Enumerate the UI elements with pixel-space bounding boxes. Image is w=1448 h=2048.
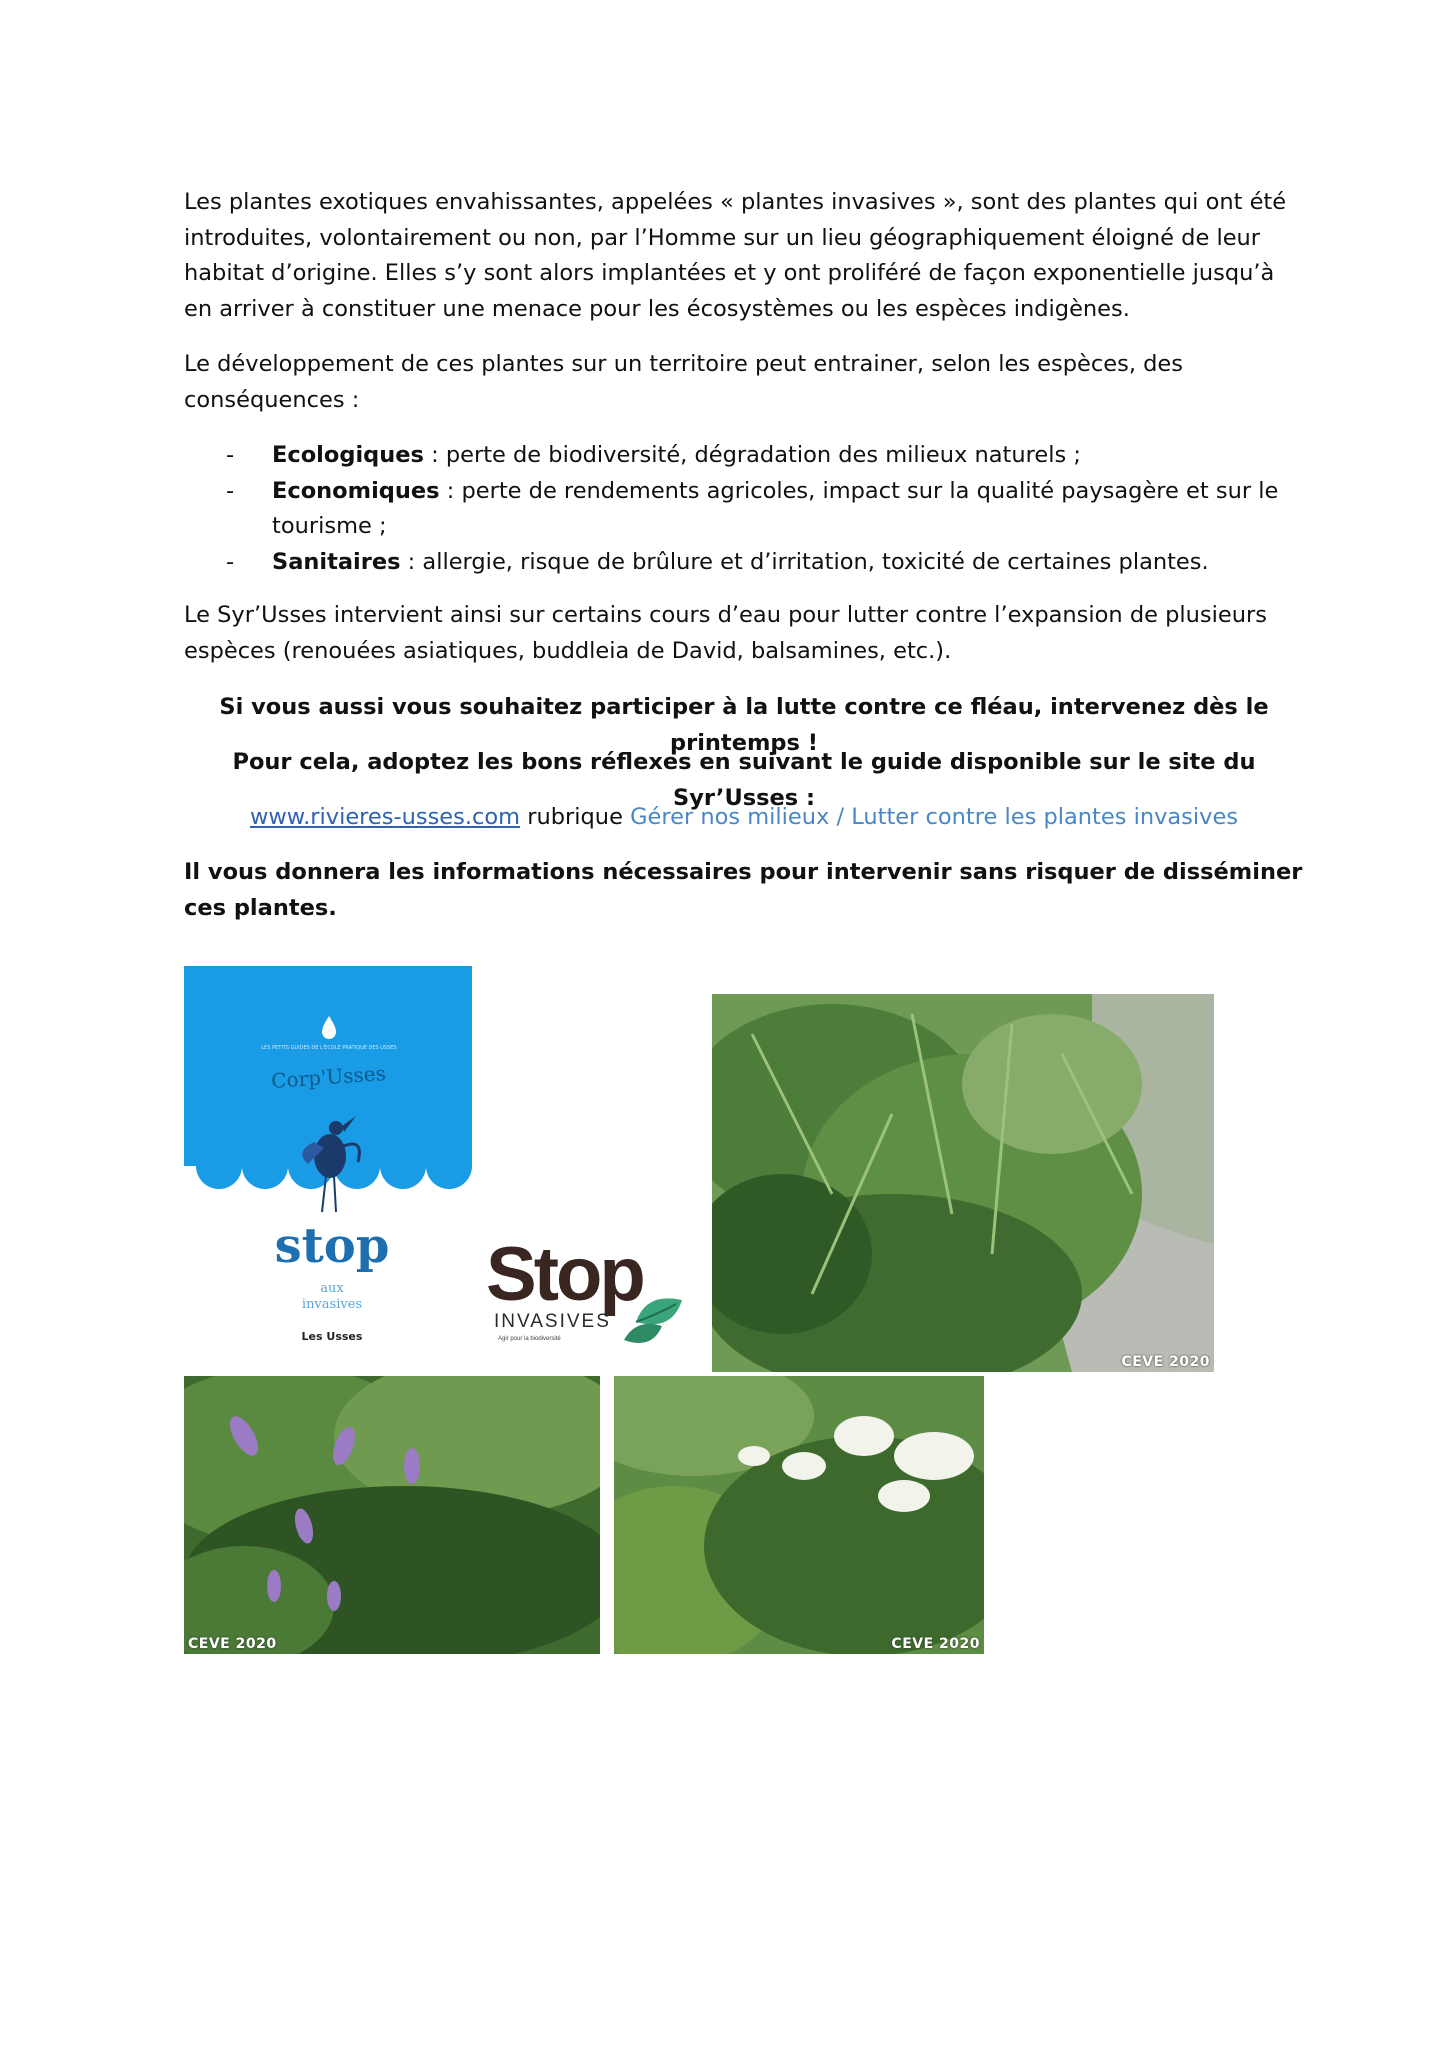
- logo-invasives: INVASIVES: [494, 1311, 611, 1332]
- consequences-paragraph: Le développement de ces plantes sur un territoire peut entrainer, selon les espèces, des conséquences :: [184, 351, 1183, 413]
- photo-credit: CEVE 2020: [188, 1636, 277, 1652]
- intro-paragraph: Les plantes exotiques envahissantes, appelées « plantes invasives », sont des plantes qui ont été introduites, volontairement ou non, par l’Homme sur un lieu géographiquement éloigné de leur habitat d’origine. Elles s’y sont alors implantées et y ont proliféré de façon exponentielle jusqu’à en arriver à constituer une menace pour les écosystèmes ou les espèces indigènes.: [184, 189, 1287, 322]
- knotweed-graphic: [614, 1376, 984, 1654]
- list-dash: -: [226, 442, 235, 468]
- website-link[interactable]: www.rivieres-usses.com: [249, 804, 521, 830]
- list-item: [184, 474, 1304, 545]
- bamboo-graphic: [712, 994, 1214, 1372]
- buddleia-graphic: [184, 1376, 600, 1654]
- poster-brand: Les Usses: [301, 1330, 363, 1343]
- list-text: : allergie, risque de brûlure et d’irritation, toxicité de certaines plantes.: [400, 548, 1209, 575]
- website-line: [184, 800, 1304, 836]
- poster-stop: stop: [274, 1218, 390, 1274]
- consequences-list: [184, 438, 1304, 580]
- corpusses-poster: [184, 966, 474, 1346]
- list-dash: -: [226, 477, 235, 504]
- poster-aux: aux: [320, 1281, 344, 1296]
- list-item: [184, 438, 1304, 474]
- list-item: [184, 545, 1304, 581]
- list-dash: -: [226, 548, 235, 575]
- photo-credit: CEVE 2020: [1121, 1354, 1210, 1370]
- rubrique-path-link[interactable]: Gérer nos milieux / Lutter contre les plantes invasives: [630, 804, 1239, 830]
- list-term: Ecologiques: [272, 442, 424, 468]
- buddleia-photo: [184, 1376, 600, 1654]
- poster-curved-title: Corp'Usses: [270, 1061, 387, 1093]
- syrusses-paragraph: Le Syr’Usses intervient ainsi sur certains cours d’eau pour lutter contre l’expansion de plusieurs espèces (renouées asiatiques, buddleia de David, balsamines, etc.).: [184, 602, 1267, 664]
- rubrique-label: rubrique: [520, 804, 631, 830]
- logo-tagline: Agir pour la biodiversité: [498, 1336, 561, 1342]
- photo-credit: CEVE 2020: [891, 1636, 980, 1652]
- stop-invasives-logo: [486, 1222, 698, 1356]
- poster-graphic: [184, 966, 474, 1346]
- bamboo-photo: [712, 994, 1214, 1372]
- poster-invasives: invasives: [301, 1297, 363, 1312]
- list-term: Economiques: [272, 477, 440, 504]
- guide-notice: Pour cela, adoptez les bons réflexes en suivant le guide disponible sur le site du Syr’Usses :: [232, 749, 1256, 811]
- closing-note: Il vous donnera les informations nécessaires pour intervenir sans risquer de disséminer ces plantes.: [184, 859, 1303, 921]
- list-text: : perte de rendements agricoles, impact sur la qualité paysagère et sur le tourisme ;: [272, 477, 1279, 539]
- list-term: Sanitaires: [272, 548, 401, 575]
- logo-stop: Stop: [486, 1232, 643, 1317]
- poster-tiny-text: LES PETITS GUIDES DE L'ECOLE PRATIQUE DES USSES: [261, 1045, 397, 1051]
- knotweed-photo: [614, 1376, 984, 1654]
- call-to-action: Si vous aussi vous souhaitez participer à la lutte contre ce fléau, intervenez dès le printemps !: [219, 694, 1269, 756]
- logo-graphic: [486, 1222, 698, 1356]
- list-text: : perte de biodiversité, dégradation des milieux naturels ;: [423, 442, 1081, 468]
